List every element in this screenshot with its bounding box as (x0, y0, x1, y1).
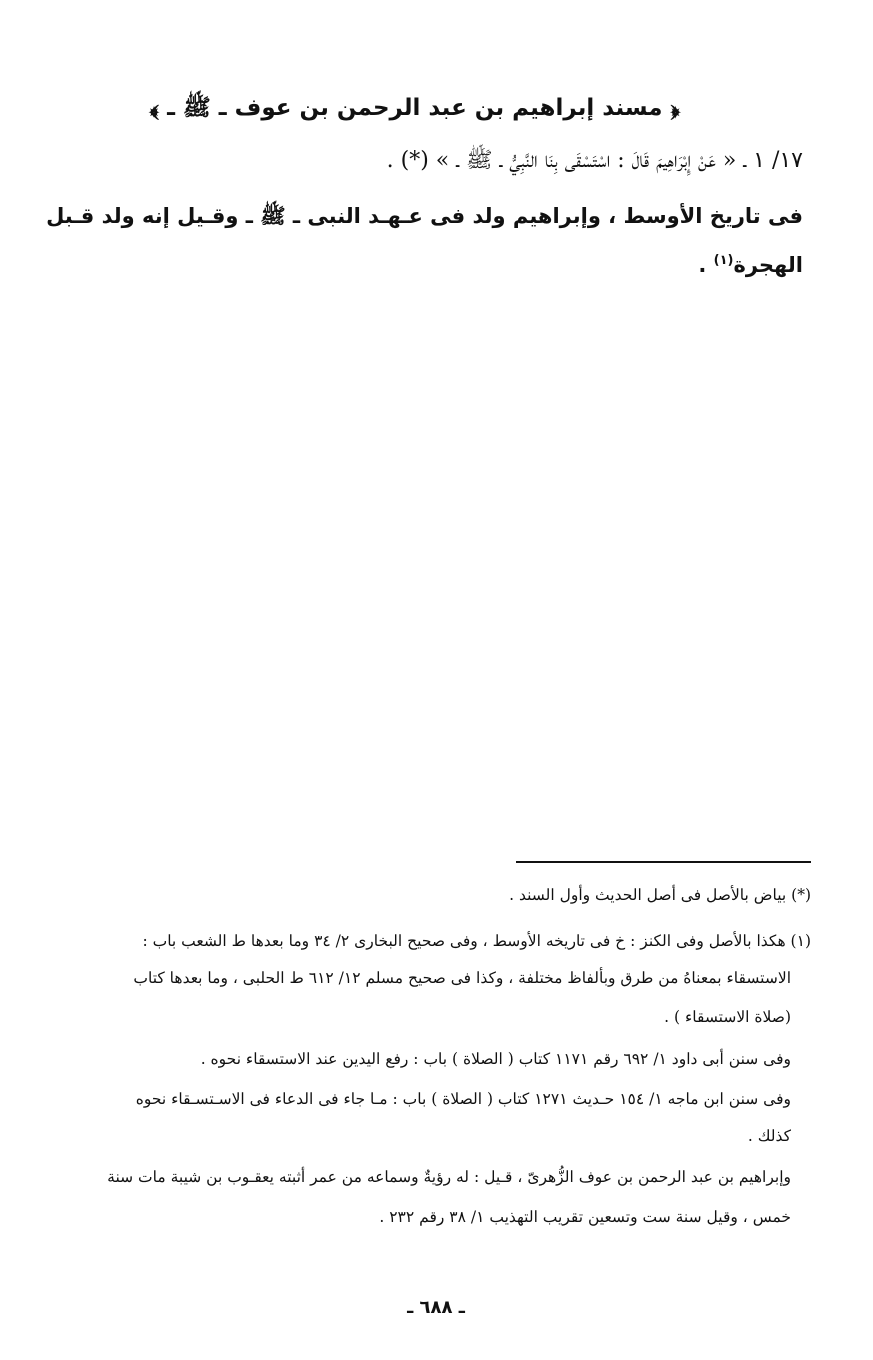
body-line-2-end: . (698, 253, 714, 277)
page-title: ﴿ مسند إبراهيم بن عبد الرحمن بن عوف ـ ﷺ ـ ﴾ (149, 95, 680, 121)
body-line-2-text: الهجرة (733, 253, 803, 277)
body-line-1: فى تاريخ الأوسط ، وإبراهيم ولد فى عـهـد النبى ـ ﷺ ـ وقـيل إنه ولد قـبل (46, 204, 803, 228)
footnote-1-line-2: الاستسقاء بمعناهُ من طرق وبألفاظ مختلفة ، وكذا فى صحيح مسلم ١٢/ ٦١٢ ط الحلبى ، وما بعدها كتاب (133, 969, 791, 987)
footnote-1-line-3: (صلاة الاستسقاء ) . (664, 1008, 791, 1026)
footnote-ibn-majah-line-2: كذلك . (747, 1127, 791, 1145)
hadith-text: ١٧/ ١ ـ « عَنْ إِبْرَاهِيمَ قَالَ : اسْتَسْقَى بِنَا النَّبِيُّ ـ ﷺ ـ » (*) . (386, 148, 803, 173)
footnote-bio-line-1: وإبراهيم بن عبد الرحمن بن عوف الزُّهرىّ ، قـيل : له رؤيةٌ وسماعه من عمر أثبته يعقـوب بن شيبة مات سنة (107, 1168, 791, 1186)
body-line-2 (43, 243, 803, 283)
footnote-bio-line-2: خمس ، وقيل سنة ست وتسعين تقريب التهذيب ١/ ٣٨ رقم ٢٣٢ . (379, 1208, 791, 1226)
footnote-abu-dawud: وفى سنن أبى داود ١/ ٦٩٢ رقم ١١٧١ كتاب ( الصلاة ) باب : رفع اليدين عند الاستسقاء نحوه . (200, 1050, 791, 1068)
page-number: ـ ٦٨٨ ـ (407, 1297, 465, 1318)
footnote-divider (516, 861, 811, 863)
footnote-star: (*) بياض بالأصل فى أصل الحديث وأول السند . (509, 886, 811, 904)
footnote-marker-1: (١) (713, 253, 734, 268)
footnote-ibn-majah-line-1: وفى سنن ابن ماجه ١/ ١٥٤ حـديث ١٢٧١ كتاب ( الصلاة ) باب : مـا جاء فى الدعاء فى الاسـتسـقاء نحوه (135, 1090, 791, 1108)
footnote-1-line-1: (١) هكذا بالأصل وفى الكنز : خ فى تاريخه الأوسط ، وفى صحيح البخارى ٢/ ٣٤ وما بعدها ط الشعب باب : (142, 932, 811, 950)
